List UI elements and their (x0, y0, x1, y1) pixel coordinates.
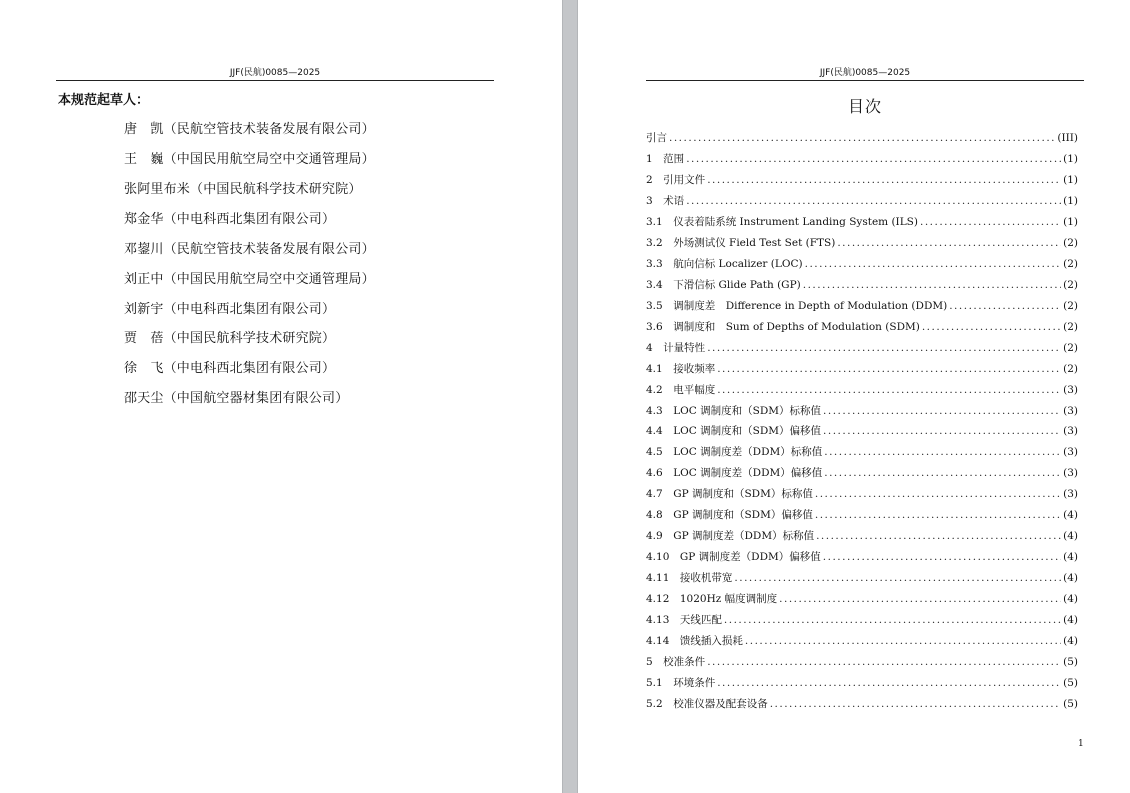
toc-entry-page: (1) (1063, 173, 1078, 186)
toc-entry-text: 4.7 GP 调制度和（SDM）标称值 (646, 488, 813, 501)
toc-leader-dots (669, 132, 1055, 144)
toc-entry-text: 4.1 接收频率 (646, 362, 716, 375)
toc-leader-dots (770, 698, 1061, 710)
document-page-right (578, 0, 1130, 793)
toc-entry[interactable] (646, 151, 1078, 165)
drafters-heading: 本规范起草人： (58, 93, 150, 108)
toc-entry[interactable] (646, 444, 1078, 458)
toc-leader-dots (922, 321, 1061, 333)
toc-entry-text: 3.1 仪表着陆系统 Instrument Landing System (ILS) (646, 215, 918, 228)
toc-entry-page: (2) (1063, 236, 1078, 249)
toc-leader-dots (803, 279, 1061, 291)
toc-leader-dots (724, 614, 1061, 626)
toc-entry-text: 4.12 1020Hz 幅度调制度 (646, 593, 778, 606)
running-header: JJF(民航)0085—2025 (646, 68, 1084, 81)
toc-entry-page: (4) (1063, 572, 1078, 585)
toc-entry-text: 3.4 下滑信标 Glide Path (GP) (646, 278, 801, 291)
toc-leader-dots (707, 656, 1061, 668)
toc-entry-text: 4.3 LOC 调制度和（SDM）标称值 (646, 404, 822, 417)
toc-entry[interactable] (646, 382, 1078, 396)
toc-entry-text: 1 范围 (646, 153, 685, 165)
toc-entry-page: (3) (1063, 446, 1078, 459)
toc-entry-page: (4) (1063, 530, 1078, 543)
toc-entry-page: (4) (1063, 635, 1078, 647)
page-number: 1 (1078, 739, 1084, 749)
toc-leader-dots (686, 195, 1061, 207)
toc-entry[interactable] (646, 570, 1078, 584)
toc-entry-page: (3) (1063, 425, 1078, 438)
drafter-entry: 邓鋆川（民航空管技术装备发展有限公司） (124, 242, 375, 257)
toc-entry-text: 3.6 调制度和 Sum of Depths of Modulation (SDM) (646, 320, 920, 333)
toc-entry-text: 4.13 天线匹配 (646, 614, 722, 627)
toc-entry[interactable] (646, 423, 1078, 437)
toc-entry[interactable] (646, 193, 1078, 207)
toc-entry-page: (2) (1063, 257, 1078, 270)
toc-entry-page: (1) (1063, 194, 1078, 207)
toc-entry[interactable] (646, 130, 1078, 144)
drafter-entry: 刘正中（中国民用航空局空中交通管理局） (124, 272, 375, 287)
toc-entry-text: 4.5 LOC 调制度差（DDM）标称值 (646, 446, 823, 459)
toc-entry-page: (3) (1063, 467, 1078, 480)
toc-entry[interactable] (646, 507, 1078, 521)
toc-leader-dots (823, 551, 1061, 563)
toc-entry-text: 4.8 GP 调制度和（SDM）偏移值 (646, 509, 813, 522)
toc-leader-dots (816, 530, 1061, 542)
toc-leader-dots (779, 593, 1061, 605)
toc-title: 目次 (847, 97, 882, 116)
running-header: JJF(民航)0085—2025 (56, 68, 494, 81)
toc-leader-dots (717, 384, 1061, 396)
toc-entry-text: 3 术语 (646, 194, 685, 207)
toc-entry-text: 5.2 校准仪器及配套设备 (646, 697, 768, 710)
toc-entry-text: 4.4 LOC 调制度和（SDM）偏移值 (646, 425, 822, 438)
toc-entry[interactable] (646, 256, 1078, 270)
toc-entry-page: (1) (1063, 153, 1078, 165)
drafter-entry: 徐 飞（中电科西北集团有限公司） (124, 361, 336, 376)
toc-entry[interactable] (646, 528, 1078, 542)
toc-leader-dots (823, 425, 1061, 437)
toc-entry-page: (3) (1063, 383, 1078, 396)
toc-leader-dots (717, 363, 1061, 375)
toc-entry[interactable] (646, 549, 1078, 563)
toc-leader-dots (686, 153, 1061, 165)
toc-entry-text: 4.6 LOC 调制度差（DDM）偏移值 (646, 467, 823, 480)
toc-leader-dots (734, 572, 1061, 584)
toc-entry-text: 4.9 GP 调制度差（DDM）标称值 (646, 530, 815, 543)
toc-entry[interactable] (646, 340, 1078, 354)
toc-leader-dots (949, 300, 1061, 312)
toc-entry-text: 5 校准条件 (646, 656, 706, 668)
toc-leader-dots (707, 342, 1061, 354)
toc-entry-page: (1) (1063, 215, 1078, 228)
toc-entry-text: 3.5 调制度差 Difference in Depth of Modulation (DDM) (646, 299, 948, 312)
drafter-entry: 张阿里布米（中国民航科学技术研究院） (124, 182, 362, 197)
drafter-entry: 王 巍（中国民用航空局空中交通管理局） (124, 152, 375, 167)
toc-entry-page: (2) (1063, 278, 1078, 291)
toc-entry-page: (2) (1063, 362, 1078, 375)
toc-entry[interactable] (646, 654, 1078, 668)
toc-leader-dots (823, 405, 1061, 417)
toc-entry-page: (2) (1063, 341, 1078, 354)
toc-entry-text: 4.2 电平幅度 (646, 383, 716, 396)
toc-entry-page: (III) (1057, 132, 1078, 144)
toc-entry-page: (5) (1063, 677, 1078, 689)
toc-leader-dots (824, 467, 1061, 479)
document-page-left (0, 0, 562, 793)
toc-entry[interactable] (646, 465, 1078, 479)
toc-entry[interactable] (646, 675, 1078, 689)
toc-leader-dots (745, 635, 1061, 647)
toc-entry-page: (5) (1063, 697, 1078, 710)
toc-entry-text: 引言 (646, 132, 667, 144)
toc-entry[interactable] (646, 486, 1078, 500)
toc-entry-text: 4.11 接收机带宽 (646, 572, 733, 585)
toc-entry-page: (5) (1063, 656, 1078, 668)
toc-entry[interactable] (646, 696, 1078, 710)
toc-entry-page: (4) (1063, 509, 1078, 522)
toc-leader-dots (920, 216, 1061, 228)
toc-leader-dots (717, 677, 1061, 689)
toc-entry-text: 2 引用文件 (646, 173, 706, 186)
toc-leader-dots (707, 174, 1061, 186)
toc-entry[interactable] (646, 633, 1078, 647)
toc-entry-page: (4) (1063, 551, 1078, 564)
toc-leader-dots (815, 488, 1061, 500)
toc-entry[interactable] (646, 235, 1078, 249)
toc-entry-text: 4.14 馈线插入损耗 (646, 635, 743, 647)
drafter-entry: 贾 蓓（中国民航科学技术研究院） (124, 331, 336, 346)
toc-entry-text: 3.3 航向信标 Localizer (LOC) (646, 257, 803, 270)
toc-entry[interactable] (646, 214, 1078, 228)
toc-leader-dots (824, 446, 1061, 458)
toc-entry-page: (4) (1063, 593, 1078, 606)
page-gutter (562, 0, 578, 793)
toc-entry[interactable] (646, 298, 1078, 312)
toc-entry-text: 3.2 外场测试仪 Field Test Set (FTS) (646, 236, 836, 249)
toc-entry-text: 5.1 环境条件 (646, 677, 716, 689)
drafter-entry: 郑金华（中电科西北集团有限公司） (124, 212, 336, 227)
toc-leader-dots (815, 509, 1061, 521)
toc-entry-page: (2) (1063, 299, 1078, 312)
toc-entry-page: (3) (1063, 404, 1078, 417)
drafter-entry: 刘新宇（中电科西北集团有限公司） (124, 302, 336, 317)
toc-entry[interactable] (646, 612, 1078, 626)
toc-entry-page: (2) (1063, 320, 1078, 333)
toc-leader-dots (837, 237, 1061, 249)
toc-entry[interactable] (646, 361, 1078, 375)
toc-entry-page: (3) (1063, 488, 1078, 501)
toc-entry-page: (4) (1063, 614, 1078, 627)
drafter-entry: 唐 凯（民航空管技术装备发展有限公司） (124, 122, 375, 137)
drafter-entry: 邵天尘（中国航空器材集团有限公司） (124, 391, 349, 406)
toc-entry-text: 4.10 GP 调制度差（DDM）偏移值 (646, 551, 821, 564)
toc-entry[interactable] (646, 403, 1078, 417)
toc-entry[interactable] (646, 277, 1078, 291)
toc-entry[interactable] (646, 319, 1078, 333)
toc-entry-text: 4 计量特性 (646, 341, 706, 354)
toc-leader-dots (805, 258, 1062, 270)
toc-entry[interactable] (646, 172, 1078, 186)
toc-entry[interactable] (646, 591, 1078, 605)
